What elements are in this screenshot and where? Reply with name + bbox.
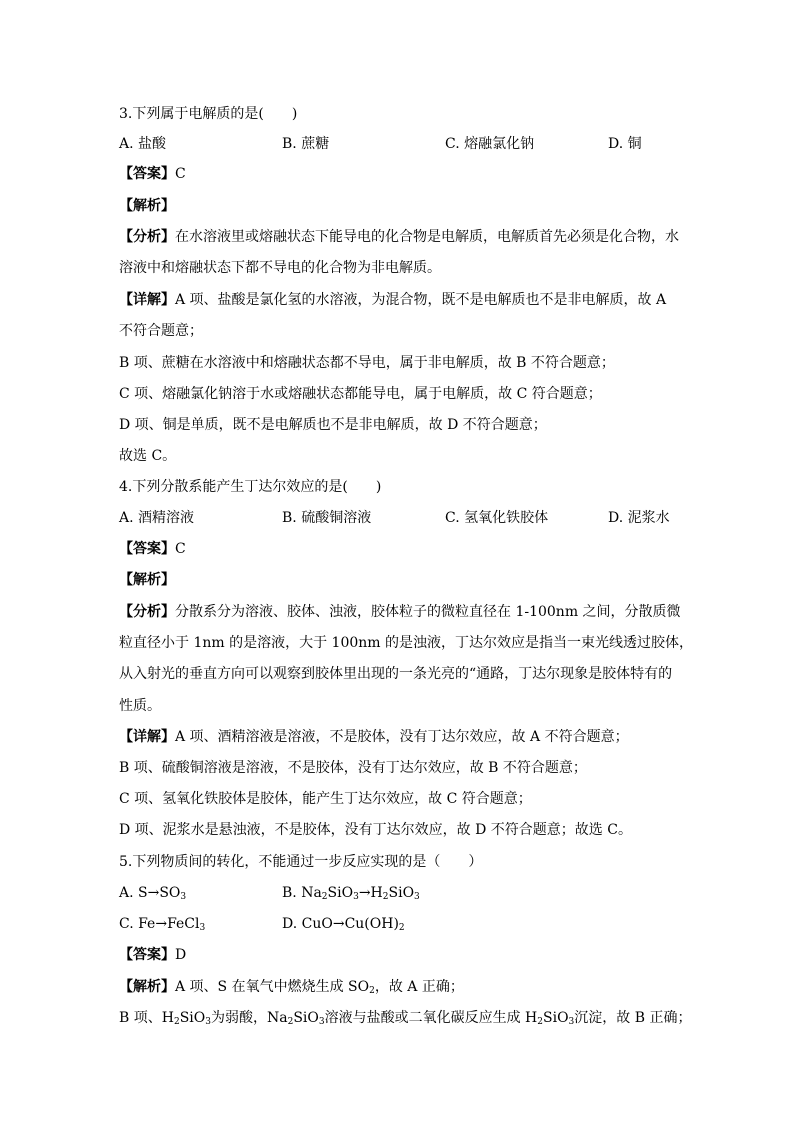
xiangjie-tag: 【详解】 xyxy=(119,292,175,308)
q3-analysis-tag: 【解析】 xyxy=(119,198,175,214)
q4-analysis-tag: 【解析】 xyxy=(119,572,175,588)
jiexi-text: ，故 A 正确； xyxy=(374,979,464,995)
fenxi-tag: 【分析】 xyxy=(119,604,175,620)
q4-fenxi-line2: 粒直径小于 1nm 的是溶液，大于 100nm 的是浊液，丁达尔效应是指当一束光线透过胶体， xyxy=(119,635,694,651)
subscript: 3 xyxy=(318,1017,325,1027)
q5-stem: 5.下列物质间的转化，不能通过一步反应实现的是（ ） xyxy=(119,854,483,870)
xiangjie-text: A 项、盐酸是氯化氢的水溶液，为混合物，既不是电解质也不是非电解质，故 A xyxy=(175,292,667,308)
subscript: 3 xyxy=(568,1017,575,1027)
formula-text: A. S→SO xyxy=(119,885,181,901)
line-text: 为弱酸，Na xyxy=(210,1010,288,1026)
q4-line-c: C 项、氢氧化铁胶体是胶体，能产生丁达尔效应，故 C 符合题意； xyxy=(119,791,532,807)
q3-conclusion: 故选 C。 xyxy=(119,448,177,464)
subscript: 2 xyxy=(382,892,389,902)
subscript: 2 xyxy=(321,892,328,902)
answer-tag: 【答案】 xyxy=(119,166,175,182)
q5-option-c xyxy=(119,914,205,934)
formula-text: D. CuO→Cu(OH) xyxy=(282,916,399,932)
analysis-tag: 【解析】 xyxy=(119,979,175,995)
q4-fenxi-line4: 性质。 xyxy=(119,698,161,714)
q4-line-b: B 项、硫酸铜溶液是溶液，不是胶体，没有丁达尔效应，故 B 不符合题意； xyxy=(119,760,587,776)
answer-value: C xyxy=(175,166,186,182)
q4-option-a: A. 酒精溶液 xyxy=(119,510,195,526)
q5-option-d xyxy=(282,914,405,934)
answer-value: C xyxy=(175,541,186,557)
fenxi-text: 分散系分为溶液、胶体、浊液，胶体粒子的微粒直径在 1-100nm 之间，分散质微 xyxy=(175,604,681,620)
subscript: 3 xyxy=(180,892,187,902)
answer-tag: 【答案】 xyxy=(119,541,175,557)
subscript: 3 xyxy=(353,892,359,902)
q4-option-d: D. 泥浆水 xyxy=(608,510,670,526)
q5-line-b xyxy=(119,1008,691,1028)
fenxi-tag: 【分析】 xyxy=(119,229,175,245)
q3-fenxi-line1 xyxy=(119,227,679,247)
q3-option-a: A. 盐酸 xyxy=(119,136,167,152)
q5-answer-line xyxy=(119,945,186,965)
formula-text: SiO xyxy=(327,885,354,901)
formula-text: SiO xyxy=(388,885,415,901)
subscript: 2 xyxy=(398,923,405,933)
subscript: 3 xyxy=(414,892,420,902)
line-text: 沉淀，故 B 正确； xyxy=(574,1010,692,1026)
line-text: SiO xyxy=(543,1010,569,1026)
line-text: SiO xyxy=(179,1010,206,1026)
formula-text: →H xyxy=(358,885,383,901)
xiangjie-tag: 【详解】 xyxy=(119,729,175,745)
subscript: 3 xyxy=(205,1017,211,1027)
q5-option-a xyxy=(119,883,186,903)
xiangjie-text: A 项、酒精溶液是溶液，不是胶体，没有丁达尔效应，故 A 不符合题意； xyxy=(175,729,629,745)
q4-option-c: C. 氢氧化铁胶体 xyxy=(445,510,549,526)
q3-option-b: B. 蔗糖 xyxy=(282,136,330,152)
q4-fenxi-line3: 从入射光的垂直方向可以观察到胶体里出现的一条光亮的“通路，丁达尔现象是胶体特有的 xyxy=(119,666,673,682)
q4-line-d: D 项、泥浆水是悬浊液，不是胶体，没有丁达尔效应，故 D 不符合题意；故选 C。 xyxy=(119,822,632,838)
line-text: SiO xyxy=(293,1010,319,1026)
q4-option-b: B. 硫酸铜溶液 xyxy=(282,510,372,526)
q3-fenxi-line2: 溶液中和熔融状态下都不导电的化合物为非电解质。 xyxy=(119,260,441,276)
q5-option-b xyxy=(282,883,420,903)
q3-stem: 3.下列属于电解质的是( ) xyxy=(119,106,298,122)
line-text: 溶液与盐酸或二氧化碳反应生成 H xyxy=(324,1010,538,1026)
subscript: 3 xyxy=(199,923,206,933)
subscript: 2 xyxy=(369,986,375,996)
subscript: 2 xyxy=(537,1017,543,1027)
q4-stem: 4.下列分散系能产生丁达尔效应的是( ) xyxy=(119,479,382,495)
formula-text: B. Na xyxy=(282,885,322,901)
q3-xiangjie-line2: 不符合题意； xyxy=(119,323,203,339)
q4-xiangjie-line1 xyxy=(119,727,629,747)
subscript: 2 xyxy=(173,1017,180,1027)
q3-option-d: D. 铜 xyxy=(608,136,642,152)
q3-line-b: B 项、蔗糖在水溶液中和熔融状态都不导电，属于非电解质，故 B 不符合题意； xyxy=(119,355,615,371)
answer-value: D xyxy=(175,947,187,963)
line-text: B 项、H xyxy=(119,1010,174,1026)
formula-text: C. Fe→FeCl xyxy=(119,916,200,932)
q4-fenxi-line1 xyxy=(119,602,681,622)
q3-answer-line xyxy=(119,164,186,184)
answer-tag: 【答案】 xyxy=(119,947,175,963)
q3-option-c: C. 熔融氯化钠 xyxy=(445,136,535,152)
q3-xiangjie-line1 xyxy=(119,290,666,310)
q3-line-d: D 项、铜是单质，既不是电解质也不是非电解质，故 D 不符合题意； xyxy=(119,417,547,433)
q3-line-c: C 项、熔融氯化钠溶于水或熔融状态都能导电，属于电解质，故 C 符合题意； xyxy=(119,386,602,402)
q4-answer-line xyxy=(119,539,186,559)
jiexi-text: A 项、S 在氧气中燃烧生成 SO xyxy=(175,979,370,995)
q5-jiexi-line1 xyxy=(119,977,464,997)
fenxi-text: 在水溶液里或熔融状态下能导电的化合物是电解质，电解质首先必须是化合物，水 xyxy=(175,229,679,245)
subscript: 2 xyxy=(287,1017,294,1027)
